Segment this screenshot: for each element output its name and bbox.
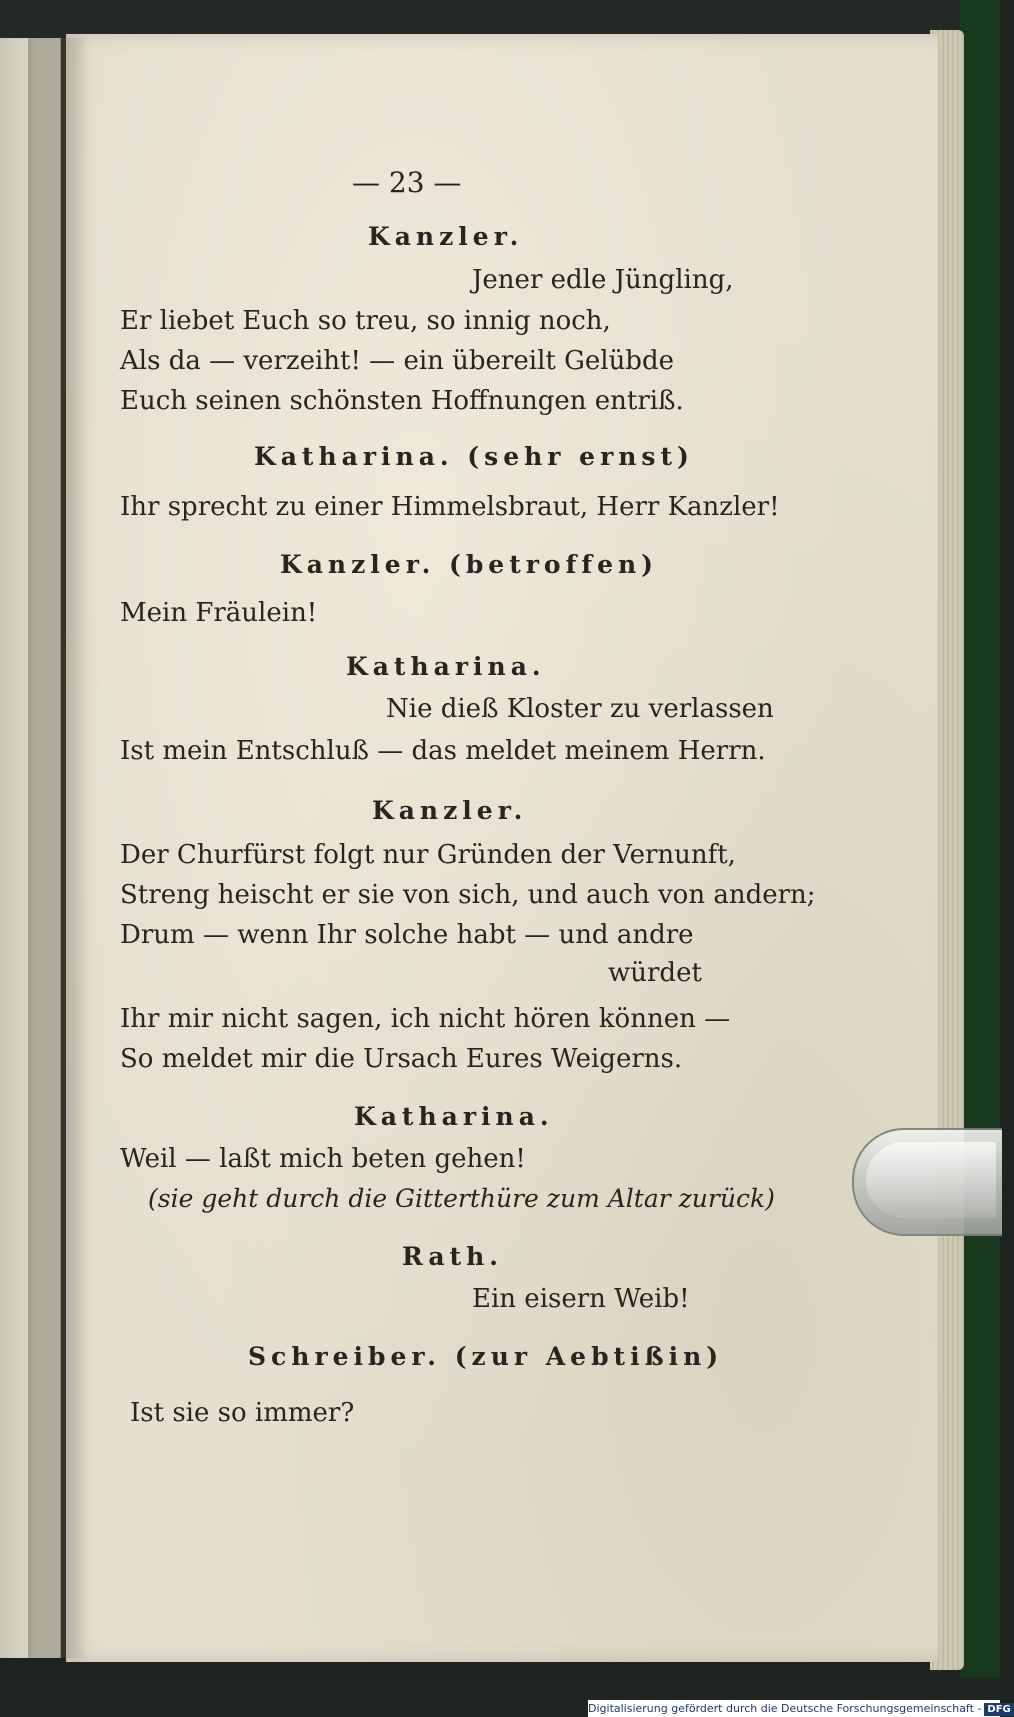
speaker-with-direction: Schreiber. (zur Aebtißin): [248, 1342, 724, 1371]
verse-line: Nie dieß Kloster zu verlassen: [386, 694, 774, 724]
verse-line: Streng heischt er sie von sich, und auch von andern;: [120, 880, 816, 910]
speaker-name: Kanzler.: [372, 796, 528, 825]
speaker-name: Kanzler.: [368, 222, 524, 251]
verse-line: Euch seinen schönsten Hoffnungen entriß.: [120, 386, 684, 416]
verse-line: Mein Fräulein!: [120, 598, 318, 628]
verse-line: Ihr mir nicht sagen, ich nicht hören können —: [120, 1004, 731, 1034]
verse-line: Ist sie so immer?: [130, 1398, 355, 1428]
stage-direction: (sie geht durch die Gitterthüre zum Altar zurück): [148, 1184, 775, 1213]
page-number: — 23 —: [352, 166, 462, 199]
verse-line: Ihr sprecht zu einer Himmelsbraut, Herr Kanzler!: [120, 492, 780, 522]
digitization-credit: [588, 1700, 1011, 1717]
verse-line-continuation: würdet: [608, 958, 702, 988]
verse-line: So meldet mir die Ursach Eures Weigerns.: [120, 1044, 683, 1074]
verse-line: Als da — verzeiht! — ein übereilt Gelübde: [120, 346, 674, 376]
dfg-logo: DFG: [984, 1703, 1013, 1716]
verse-line: Ein eisern Weib!: [472, 1284, 690, 1314]
verse-line: Drum — wenn Ihr solche habt — und andre: [120, 920, 694, 950]
page-gutter-shadow: [28, 38, 88, 1658]
speaker-with-direction: Katharina. (sehr ernst): [254, 442, 694, 471]
speaker-name: Rath.: [402, 1242, 503, 1271]
page-clip-highlight: [866, 1142, 996, 1218]
credit-text: Digitalisierung gefördert durch die Deutsche Forschungsgemeinschaft -: [588, 1702, 982, 1715]
speaker-with-direction: Kanzler. (betroffen): [280, 550, 659, 579]
scan-background-right: [960, 0, 1000, 1717]
verse-line: Jener edle Jüngling,: [472, 265, 734, 295]
verse-line: Er liebet Euch so treu, so innig noch,: [120, 306, 611, 336]
speaker-name: Katharina.: [346, 652, 546, 681]
verse-line: Weil — laßt mich beten gehen!: [120, 1144, 526, 1174]
verse-line: Ist mein Entschluß — das meldet meinem Herrn.: [120, 736, 766, 766]
speaker-name: Katharina.: [354, 1102, 554, 1131]
verse-line: Der Churfürst folgt nur Gründen der Vernunft,: [120, 840, 736, 870]
